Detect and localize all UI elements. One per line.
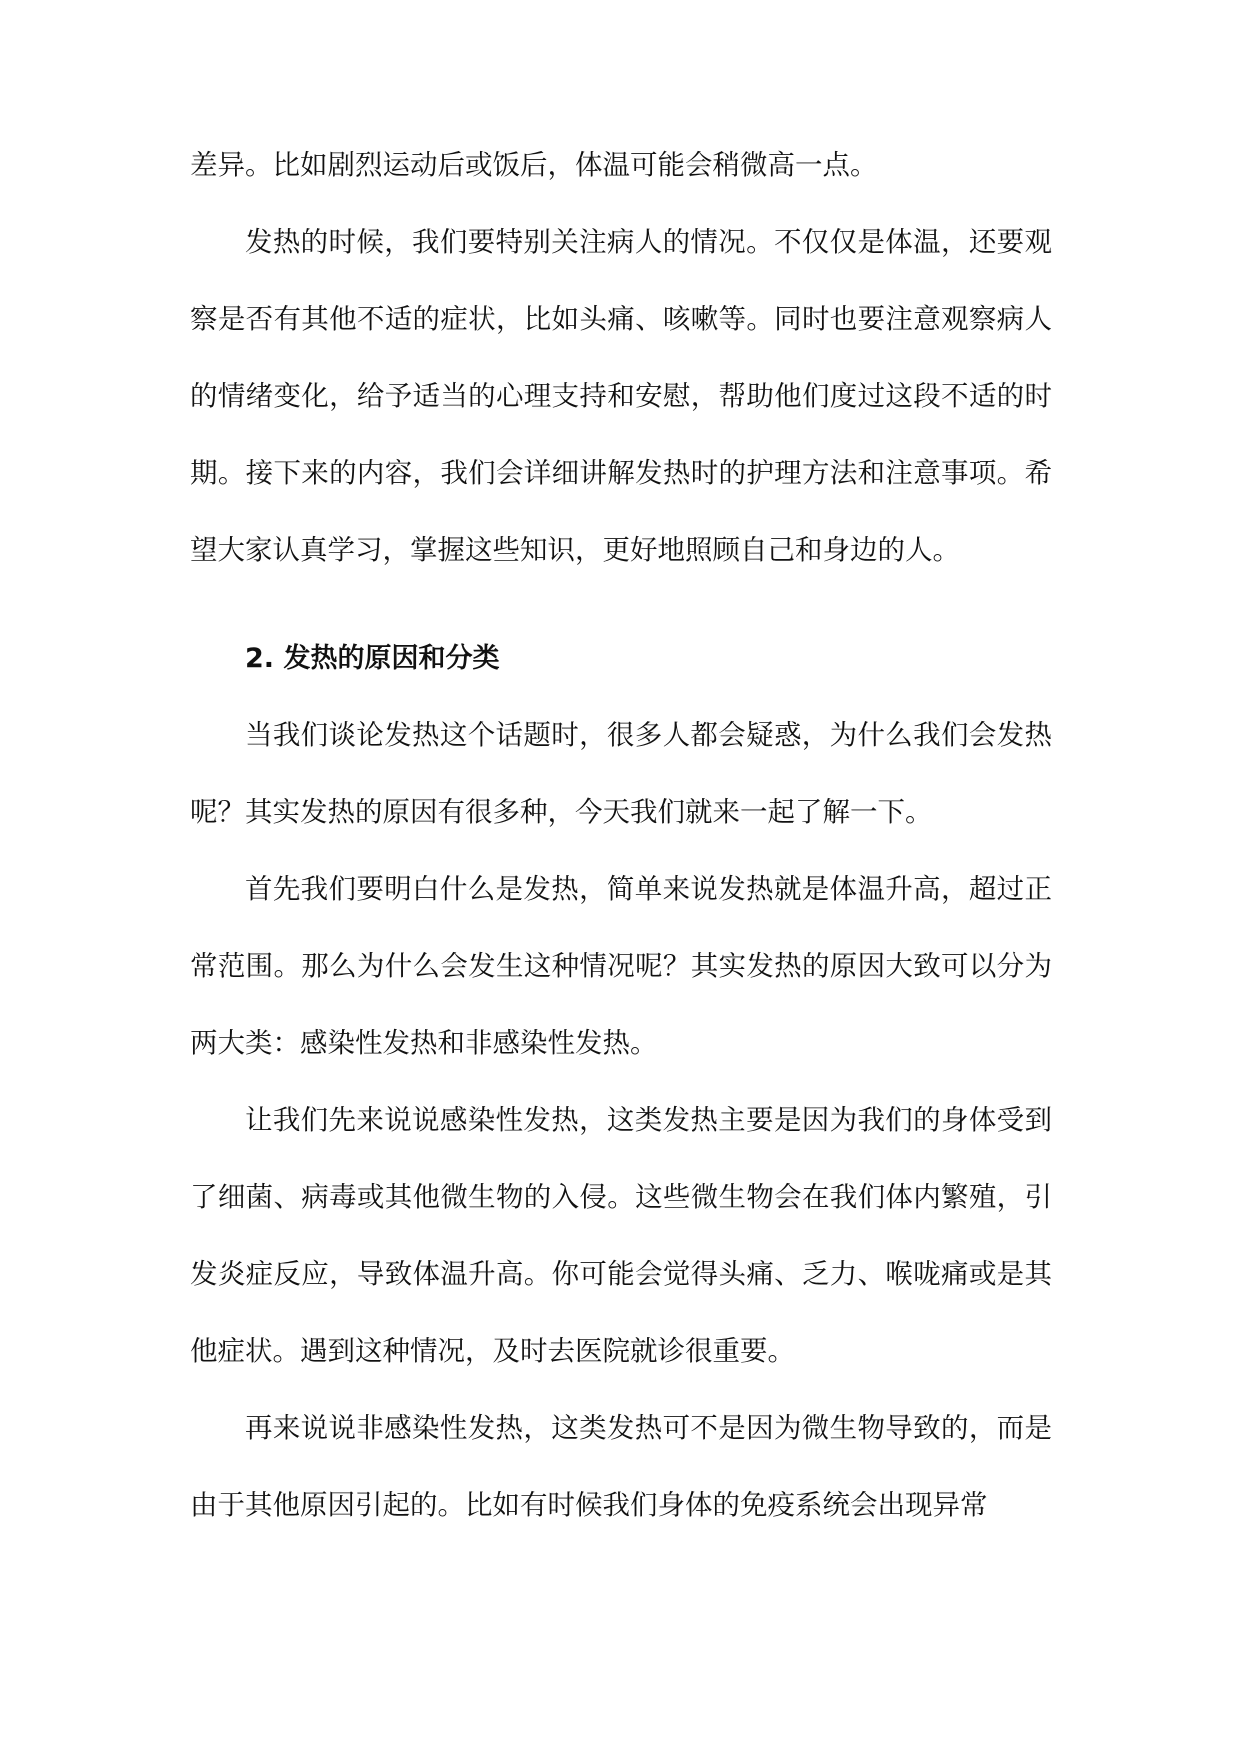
continued-paragraph: 差异。比如剧烈运动后或饭后，体温可能会稍微高一点。 [190,149,878,181]
section-heading: 2. 发热的原因和分类 [245,643,500,674]
fever-care-paragraph: 发热的时候，我们要特别关注病人的情况。不仅仅是体温，还要观察是否有其他不适的症状，比如头痛、咳嗽等。同时也要注意观察病人的情绪变化，给予适当的心理支持和安慰，帮助他们度过这段不适的时期。接下来的内容，我们会详细讲解发热时的护理方法和注意事项。希望大家认真学习，掌握这些知识，更好地照顾自己和身边的人。 [190,226,1052,566]
body-paragraph: 首先我们要明白什么是发热，简单来说发热就是体温升高，超过正常范围。那么为什么会发生这种情况呢？其实发热的原因大致可以分为两大类：感染性发热和非感染性发热。 [190,873,1052,1059]
body-paragraph: 当我们谈论发热这个话题时，很多人都会疑惑，为什么我们会发热呢？其实发热的原因有很多种，今天我们就来一起了解一下。 [190,719,1052,828]
document-page [190,127,1052,1544]
body-paragraph: 让我们先来说说感染性发热，这类发热主要是因为我们的身体受到了细菌、病毒或其他微生物的入侵。这些微生物会在我们体内繁殖，引发炎症反应，导致体温升高。你可能会觉得头痛、乏力、喉咙痛或是其他症状。遇到这种情况，及时去医院就诊很重要。 [190,1104,1052,1367]
body-paragraph: 再来说说非感染性发热，这类发热可不是因为微生物导致的，而是由于其他原因引起的。比如有时候我们身体的免疫系统会出现异常 [190,1412,1052,1521]
